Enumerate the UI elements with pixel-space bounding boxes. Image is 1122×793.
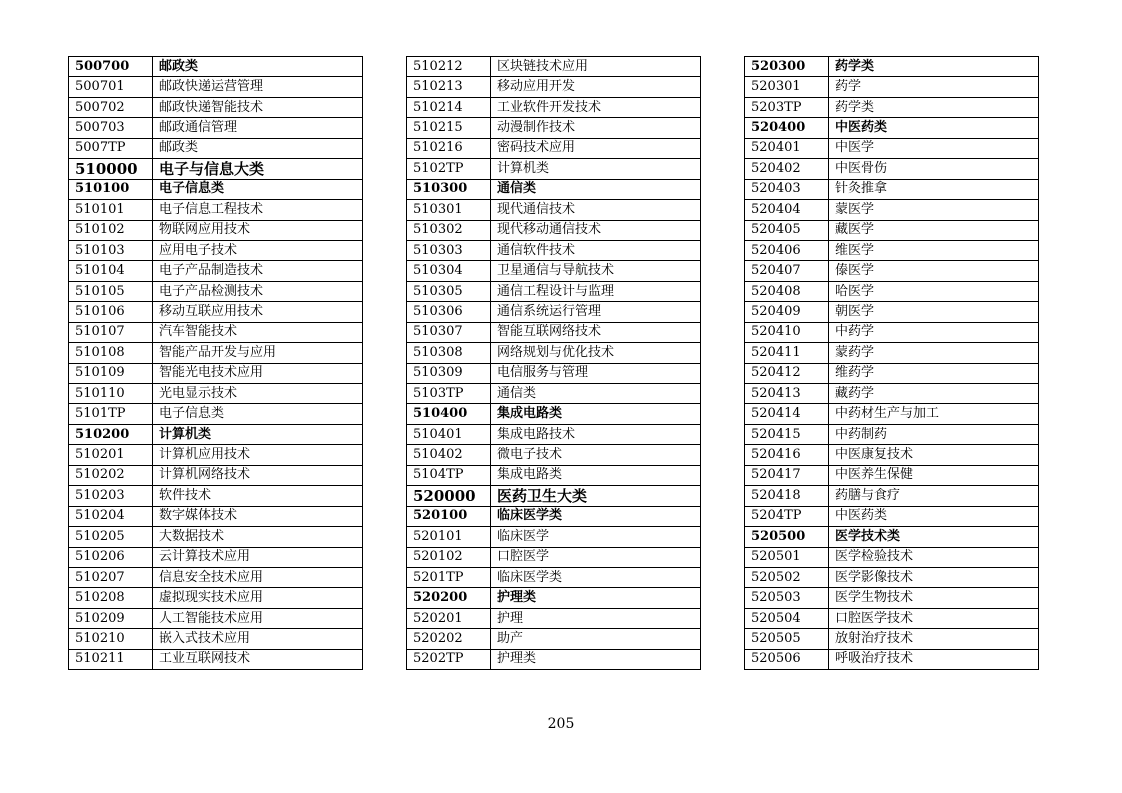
table-row xyxy=(69,138,363,158)
major-name-cell: 智能互联网络技术 xyxy=(491,322,701,342)
major-code-cell: 5203TP xyxy=(745,97,829,117)
major-code-cell: 510102 xyxy=(69,220,153,240)
major-name-cell: 电子产品制造技术 xyxy=(153,261,363,281)
major-name-cell: 动漫制作技术 xyxy=(491,118,701,138)
major-code-cell: 510305 xyxy=(407,281,491,301)
major-name-cell: 邮政快递运营管理 xyxy=(153,77,363,97)
table-row xyxy=(407,465,701,485)
major-code-cell: 510205 xyxy=(69,527,153,547)
major-code-cell: 5202TP xyxy=(407,649,491,669)
major-code-cell: 520506 xyxy=(745,649,829,669)
major-name-cell: 集成电路类 xyxy=(491,404,701,424)
table-row xyxy=(407,486,701,506)
major-name-cell: 医药卫生大类 xyxy=(491,486,701,506)
table-row xyxy=(407,649,701,669)
major-name-cell: 通信软件技术 xyxy=(491,240,701,260)
major-name-cell: 区块链技术应用 xyxy=(491,57,701,77)
table-row xyxy=(69,567,363,587)
major-code-cell: 500700 xyxy=(69,57,153,77)
major-code-cell: 500703 xyxy=(69,118,153,138)
major-code-cell: 520200 xyxy=(407,588,491,608)
major-name-cell: 中医骨伤 xyxy=(829,159,1039,179)
table-row xyxy=(407,220,701,240)
major-code-cell: 520300 xyxy=(745,57,829,77)
major-name-cell: 工业互联网技术 xyxy=(153,649,363,669)
major-code-cell: 5007TP xyxy=(69,138,153,158)
major-name-cell: 中药学 xyxy=(829,322,1039,342)
major-name-cell: 微电子技术 xyxy=(491,445,701,465)
major-name-cell: 智能产品开发与应用 xyxy=(153,343,363,363)
table-row xyxy=(745,465,1039,485)
major-name-cell: 邮政类 xyxy=(153,138,363,158)
table-row xyxy=(745,445,1039,465)
major-name-cell: 电子信息类 xyxy=(153,179,363,199)
table-row xyxy=(407,424,701,444)
major-name-cell: 临床医学 xyxy=(491,527,701,547)
major-name-cell: 计算机类 xyxy=(491,159,701,179)
major-code-cell: 520411 xyxy=(745,343,829,363)
table-row xyxy=(407,159,701,179)
major-code-cell: 510206 xyxy=(69,547,153,567)
table-row xyxy=(69,527,363,547)
major-code-cell: 510201 xyxy=(69,445,153,465)
major-code-cell: 510208 xyxy=(69,588,153,608)
major-name-cell: 云计算技术应用 xyxy=(153,547,363,567)
table-row xyxy=(69,159,363,179)
major-code-cell: 510211 xyxy=(69,649,153,669)
table-row xyxy=(407,97,701,117)
major-name-cell: 邮政快递智能技术 xyxy=(153,97,363,117)
major-name-cell: 现代通信技术 xyxy=(491,200,701,220)
major-code-cell: 520502 xyxy=(745,567,829,587)
major-code-cell: 520101 xyxy=(407,527,491,547)
major-name-cell: 现代移动通信技术 xyxy=(491,220,701,240)
table-row xyxy=(745,486,1039,506)
table-row xyxy=(407,363,701,383)
major-name-cell: 药学类 xyxy=(829,97,1039,117)
major-name-cell: 通信类 xyxy=(491,179,701,199)
major-name-cell: 移动互联应用技术 xyxy=(153,302,363,322)
major-name-cell: 护理类 xyxy=(491,649,701,669)
major-name-cell: 针灸推拿 xyxy=(829,179,1039,199)
major-name-cell: 临床医学类 xyxy=(491,567,701,587)
table-row xyxy=(745,159,1039,179)
major-code-cell: 5104TP xyxy=(407,465,491,485)
major-name-cell: 工业软件开发技术 xyxy=(491,97,701,117)
table-row xyxy=(745,567,1039,587)
major-code-cell: 520408 xyxy=(745,281,829,301)
major-name-cell: 通信类 xyxy=(491,384,701,404)
major-name-cell: 放射治疗技术 xyxy=(829,629,1039,649)
major-code-cell: 510100 xyxy=(69,179,153,199)
major-name-cell: 呼吸治疗技术 xyxy=(829,649,1039,669)
table-row xyxy=(407,138,701,158)
table-row xyxy=(69,404,363,424)
major-name-cell: 邮政类 xyxy=(153,57,363,77)
major-code-cell: 520301 xyxy=(745,77,829,97)
major-code-cell: 520404 xyxy=(745,200,829,220)
major-name-cell: 计算机网络技术 xyxy=(153,465,363,485)
major-name-cell: 傣医学 xyxy=(829,261,1039,281)
major-code-cell: 510210 xyxy=(69,629,153,649)
table-row xyxy=(407,629,701,649)
table-row xyxy=(407,527,701,547)
major-name-cell: 光电显示技术 xyxy=(153,384,363,404)
major-name-cell: 电子与信息大类 xyxy=(153,159,363,179)
major-code-cell: 520501 xyxy=(745,547,829,567)
major-name-cell: 物联网应用技术 xyxy=(153,220,363,240)
major-name-cell: 应用电子技术 xyxy=(153,240,363,260)
table-row xyxy=(69,220,363,240)
table-row xyxy=(69,465,363,485)
major-code-cell: 520503 xyxy=(745,588,829,608)
major-name-cell: 数字媒体技术 xyxy=(153,506,363,526)
table-row xyxy=(745,97,1039,117)
major-code-cell: 5103TP xyxy=(407,384,491,404)
major-name-cell: 软件技术 xyxy=(153,486,363,506)
major-code-cell: 510401 xyxy=(407,424,491,444)
major-name-cell: 蒙药学 xyxy=(829,343,1039,363)
major-name-cell: 计算机类 xyxy=(153,424,363,444)
major-name-cell: 信息安全技术应用 xyxy=(153,567,363,587)
major-code-cell: 510303 xyxy=(407,240,491,260)
major-code-cell: 520414 xyxy=(745,404,829,424)
major-name-cell: 中医学 xyxy=(829,138,1039,158)
major-code-cell: 510300 xyxy=(407,179,491,199)
major-name-cell: 邮政通信管理 xyxy=(153,118,363,138)
major-code-cell: 520403 xyxy=(745,179,829,199)
major-code-cell: 520405 xyxy=(745,220,829,240)
major-code-cell: 520409 xyxy=(745,302,829,322)
major-name-cell: 中药材生产与加工 xyxy=(829,404,1039,424)
major-name-cell: 密码技术应用 xyxy=(491,138,701,158)
table-row xyxy=(745,118,1039,138)
major-name-cell: 口腔医学技术 xyxy=(829,608,1039,628)
table-row xyxy=(407,302,701,322)
table-row xyxy=(745,138,1039,158)
table-row xyxy=(407,343,701,363)
table-row xyxy=(407,404,701,424)
table-row xyxy=(69,363,363,383)
major-name-cell: 口腔医学 xyxy=(491,547,701,567)
major-code-cell: 510213 xyxy=(407,77,491,97)
table-row xyxy=(407,445,701,465)
major-code-cell: 520401 xyxy=(745,138,829,158)
table-row xyxy=(407,57,701,77)
major-code-cell: 5101TP xyxy=(69,404,153,424)
table-row xyxy=(69,547,363,567)
major-name-cell: 大数据技术 xyxy=(153,527,363,547)
table-row xyxy=(407,281,701,301)
table-row xyxy=(69,343,363,363)
major-code-cell: 520406 xyxy=(745,240,829,260)
code-table-middle xyxy=(406,56,701,670)
table-row xyxy=(745,77,1039,97)
major-name-cell: 中医药类 xyxy=(829,118,1039,138)
table-row xyxy=(745,424,1039,444)
table-row xyxy=(407,322,701,342)
major-code-cell: 510104 xyxy=(69,261,153,281)
table-row xyxy=(69,200,363,220)
major-name-cell: 藏药学 xyxy=(829,384,1039,404)
major-code-cell: 5201TP xyxy=(407,567,491,587)
major-name-cell: 医学生物技术 xyxy=(829,588,1039,608)
major-code-cell: 520418 xyxy=(745,486,829,506)
major-name-cell: 电子信息工程技术 xyxy=(153,200,363,220)
table-row xyxy=(69,57,363,77)
major-code-cell: 520102 xyxy=(407,547,491,567)
major-code-cell: 510110 xyxy=(69,384,153,404)
table-row xyxy=(69,629,363,649)
table-row xyxy=(407,240,701,260)
major-name-cell: 电子产品检测技术 xyxy=(153,281,363,301)
major-code-cell: 510203 xyxy=(69,486,153,506)
major-code-cell: 520413 xyxy=(745,384,829,404)
major-name-cell: 中医养生保健 xyxy=(829,465,1039,485)
table-row xyxy=(745,281,1039,301)
table-row xyxy=(745,343,1039,363)
table-row xyxy=(745,302,1039,322)
major-code-cell: 5102TP xyxy=(407,159,491,179)
major-code-cell: 510103 xyxy=(69,240,153,260)
table-row xyxy=(69,261,363,281)
major-code-cell: 510307 xyxy=(407,322,491,342)
major-code-cell: 510209 xyxy=(69,608,153,628)
major-code-cell: 510212 xyxy=(407,57,491,77)
major-name-cell: 朝医学 xyxy=(829,302,1039,322)
major-name-cell: 助产 xyxy=(491,629,701,649)
major-code-cell: 510402 xyxy=(407,445,491,465)
major-name-cell: 护理 xyxy=(491,608,701,628)
table-row xyxy=(745,404,1039,424)
table-row xyxy=(745,363,1039,383)
table-row xyxy=(69,384,363,404)
major-name-cell: 医学技术类 xyxy=(829,527,1039,547)
major-code-cell: 510215 xyxy=(407,118,491,138)
table-row xyxy=(745,200,1039,220)
major-name-cell: 集成电路类 xyxy=(491,465,701,485)
major-name-cell: 汽车智能技术 xyxy=(153,322,363,342)
major-code-cell: 520412 xyxy=(745,363,829,383)
table-row xyxy=(745,588,1039,608)
major-code-cell: 510216 xyxy=(407,138,491,158)
table-row xyxy=(745,261,1039,281)
table-row xyxy=(69,77,363,97)
major-name-cell: 藏医学 xyxy=(829,220,1039,240)
major-name-cell: 药学类 xyxy=(829,57,1039,77)
major-code-cell: 510400 xyxy=(407,404,491,424)
table-row xyxy=(69,649,363,669)
major-name-cell: 网络规划与优化技术 xyxy=(491,343,701,363)
page-number: 205 xyxy=(547,716,575,732)
major-name-cell: 通信工程设计与监理 xyxy=(491,281,701,301)
code-table-left xyxy=(68,56,363,670)
table-row xyxy=(407,261,701,281)
major-name-cell: 电信服务与管理 xyxy=(491,363,701,383)
major-name-cell: 护理类 xyxy=(491,588,701,608)
major-code-cell: 520407 xyxy=(745,261,829,281)
table-row xyxy=(745,384,1039,404)
table-row xyxy=(69,445,363,465)
major-code-cell: 510306 xyxy=(407,302,491,322)
table-row xyxy=(407,77,701,97)
major-name-cell: 集成电路技术 xyxy=(491,424,701,444)
table-row xyxy=(745,527,1039,547)
table-row xyxy=(407,384,701,404)
major-name-cell: 移动应用开发 xyxy=(491,77,701,97)
major-code-cell: 510204 xyxy=(69,506,153,526)
major-code-cell: 510105 xyxy=(69,281,153,301)
table-row xyxy=(407,118,701,138)
major-code-cell: 510000 xyxy=(69,159,153,179)
major-code-cell: 5204TP xyxy=(745,506,829,526)
major-code-cell: 510214 xyxy=(407,97,491,117)
major-name-cell: 药学 xyxy=(829,77,1039,97)
table-row xyxy=(407,547,701,567)
major-code-cell: 520202 xyxy=(407,629,491,649)
table-row xyxy=(69,240,363,260)
major-code-cell: 520410 xyxy=(745,322,829,342)
table-row xyxy=(745,220,1039,240)
major-code-cell: 510109 xyxy=(69,363,153,383)
major-code-cell: 520500 xyxy=(745,527,829,547)
major-name-cell: 计算机应用技术 xyxy=(153,445,363,465)
major-code-cell: 510308 xyxy=(407,343,491,363)
table-row xyxy=(69,97,363,117)
major-code-cell: 510202 xyxy=(69,465,153,485)
major-name-cell: 中医药类 xyxy=(829,506,1039,526)
major-code-cell: 520504 xyxy=(745,608,829,628)
major-code-cell: 520400 xyxy=(745,118,829,138)
table-row xyxy=(745,649,1039,669)
major-code-cell: 510301 xyxy=(407,200,491,220)
table-row xyxy=(407,506,701,526)
major-code-cell: 510309 xyxy=(407,363,491,383)
major-code-cell: 500701 xyxy=(69,77,153,97)
major-name-cell: 电子信息类 xyxy=(153,404,363,424)
table-row xyxy=(69,506,363,526)
major-name-cell: 智能光电技术应用 xyxy=(153,363,363,383)
major-code-cell: 520416 xyxy=(745,445,829,465)
table-row xyxy=(745,608,1039,628)
major-code-cell: 510207 xyxy=(69,567,153,587)
table-row xyxy=(745,506,1039,526)
major-name-cell: 通信系统运行管理 xyxy=(491,302,701,322)
major-name-cell: 嵌入式技术应用 xyxy=(153,629,363,649)
major-name-cell: 维药学 xyxy=(829,363,1039,383)
major-code-cell: 520402 xyxy=(745,159,829,179)
table-row xyxy=(69,302,363,322)
major-name-cell: 中药制药 xyxy=(829,424,1039,444)
major-code-cell: 520000 xyxy=(407,486,491,506)
table-row xyxy=(407,608,701,628)
table-row xyxy=(745,547,1039,567)
major-code-cell: 510101 xyxy=(69,200,153,220)
table-row xyxy=(69,281,363,301)
major-name-cell: 医学影像技术 xyxy=(829,567,1039,587)
table-row xyxy=(745,629,1039,649)
major-name-cell: 蒙医学 xyxy=(829,200,1039,220)
table-row xyxy=(69,424,363,444)
major-code-cell: 510304 xyxy=(407,261,491,281)
major-name-cell: 人工智能技术应用 xyxy=(153,608,363,628)
major-code-cell: 520201 xyxy=(407,608,491,628)
major-code-cell: 510108 xyxy=(69,343,153,363)
table-row xyxy=(407,567,701,587)
major-code-cell: 520100 xyxy=(407,506,491,526)
table-row xyxy=(407,179,701,199)
major-name-cell: 哈医学 xyxy=(829,281,1039,301)
table-row xyxy=(69,588,363,608)
major-name-cell: 医学检验技术 xyxy=(829,547,1039,567)
major-name-cell: 中医康复技术 xyxy=(829,445,1039,465)
major-code-cell: 520417 xyxy=(745,465,829,485)
major-code-cell: 510106 xyxy=(69,302,153,322)
major-code-cell: 510302 xyxy=(407,220,491,240)
table-row xyxy=(69,179,363,199)
major-code-cell: 520415 xyxy=(745,424,829,444)
major-code-cell: 500702 xyxy=(69,97,153,117)
major-name-cell: 卫星通信与导航技术 xyxy=(491,261,701,281)
table-row xyxy=(407,588,701,608)
table-row xyxy=(69,608,363,628)
table-row xyxy=(69,118,363,138)
major-code-cell: 520505 xyxy=(745,629,829,649)
table-row xyxy=(69,322,363,342)
major-name-cell: 维医学 xyxy=(829,240,1039,260)
table-row xyxy=(69,486,363,506)
code-table-right xyxy=(744,56,1039,670)
table-row xyxy=(745,322,1039,342)
table-row xyxy=(745,57,1039,77)
table-row xyxy=(745,240,1039,260)
table-row xyxy=(407,200,701,220)
major-name-cell: 虚拟现实技术应用 xyxy=(153,588,363,608)
major-code-cell: 510200 xyxy=(69,424,153,444)
major-name-cell: 临床医学类 xyxy=(491,506,701,526)
major-code-cell: 510107 xyxy=(69,322,153,342)
table-row xyxy=(745,179,1039,199)
major-name-cell: 药膳与食疗 xyxy=(829,486,1039,506)
